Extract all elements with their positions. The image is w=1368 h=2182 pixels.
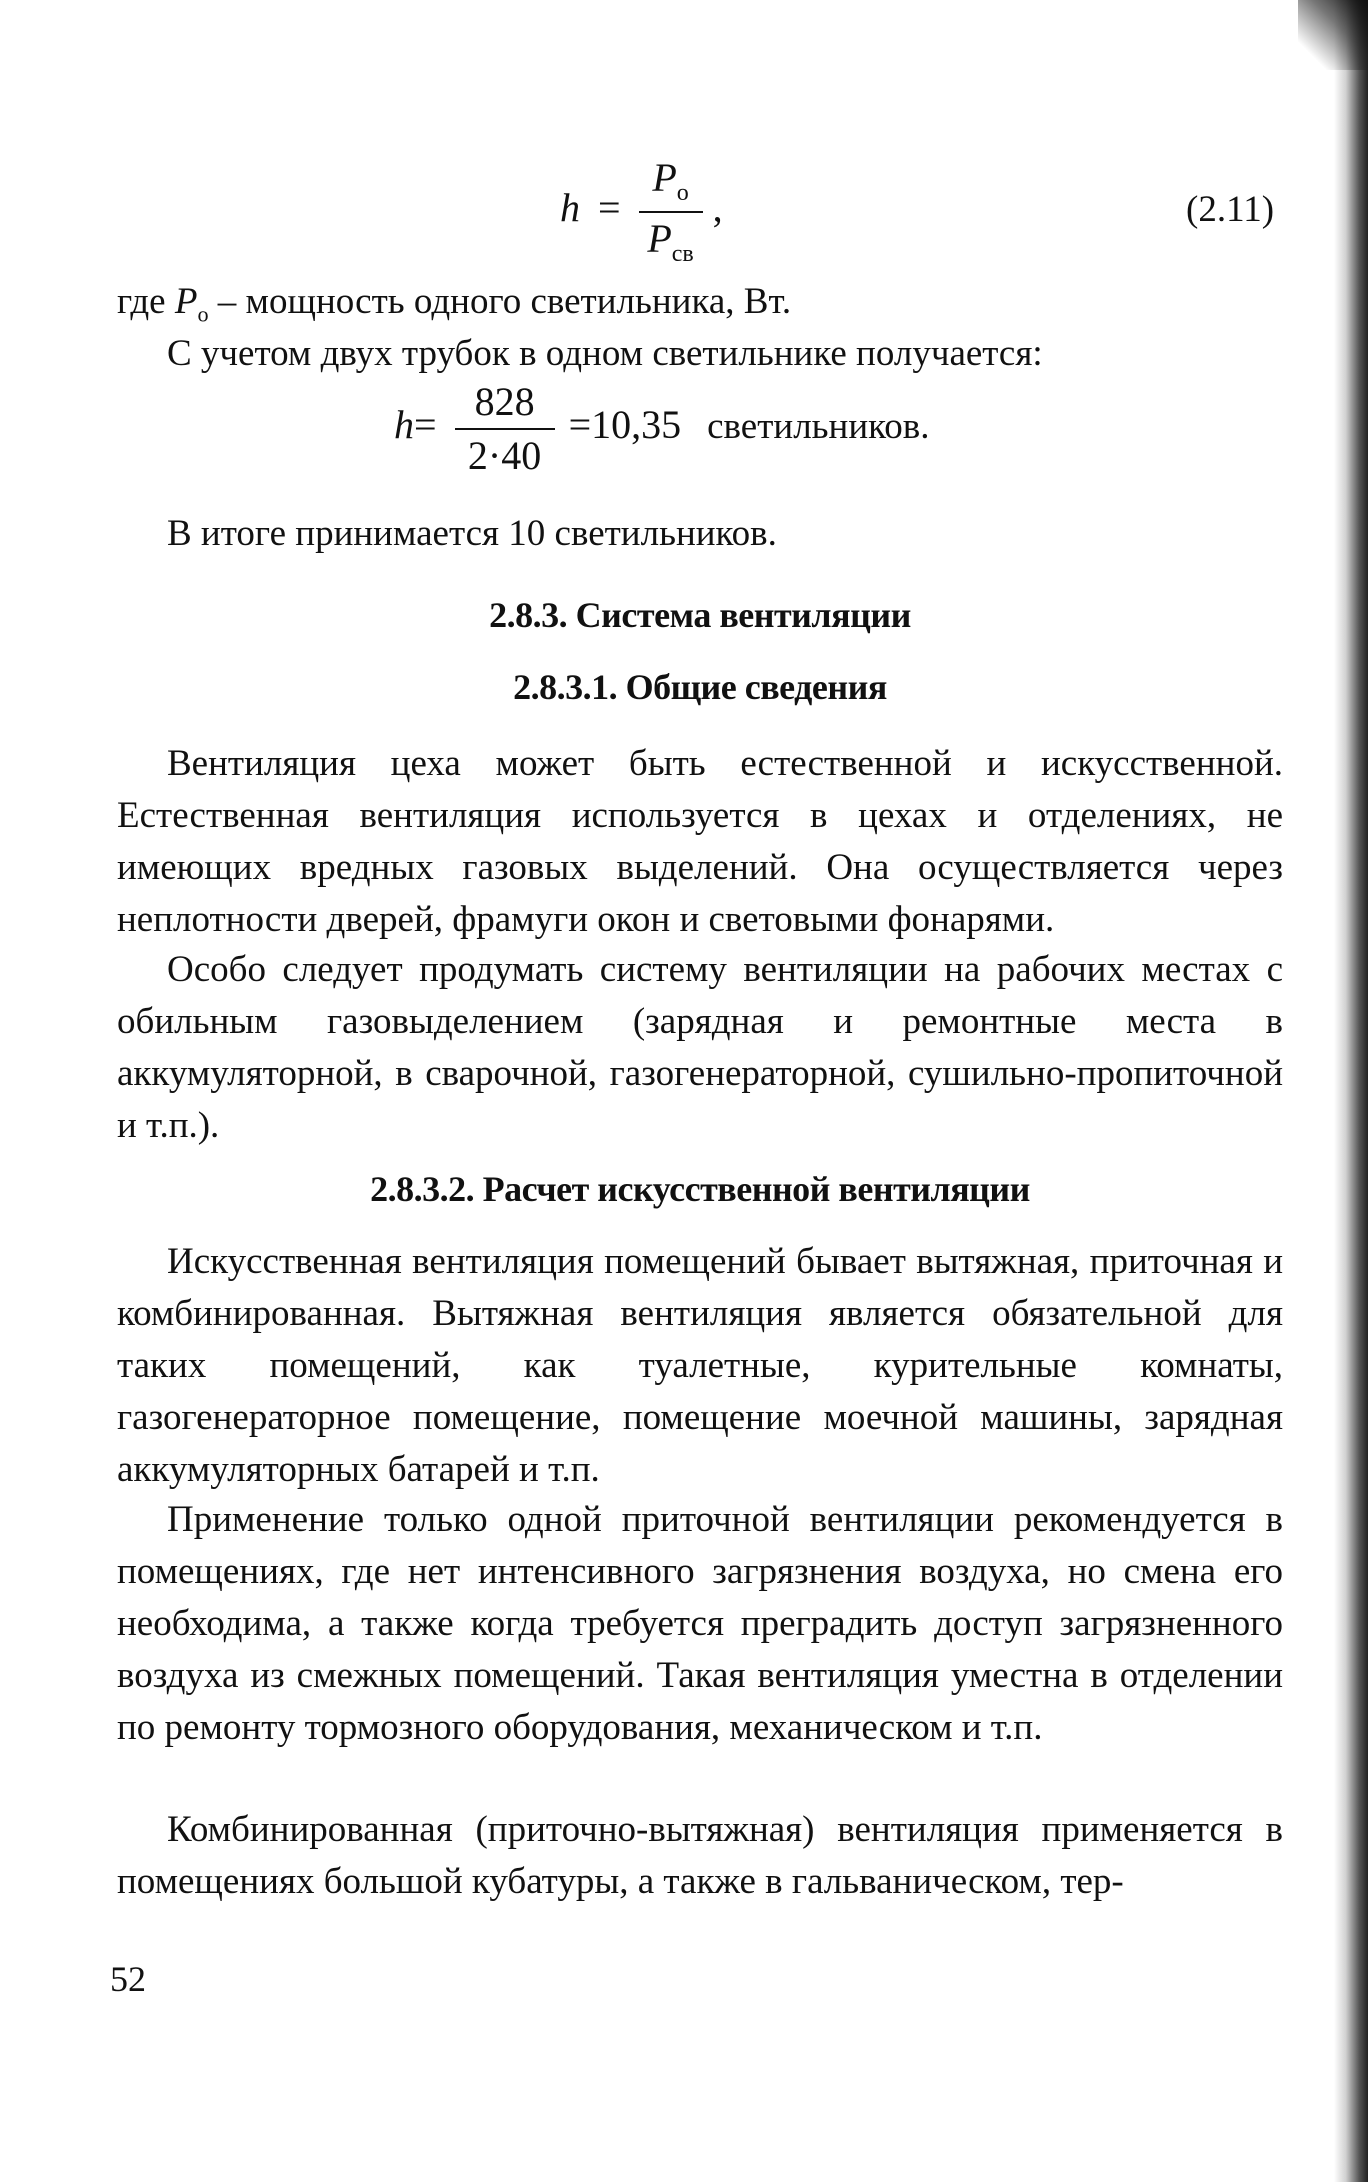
paragraph-combined-ventilation: Комбинированная (приточно-вытяжная) вентиляция применяется в помещениях большой кубатуры, а также в гальваническом, тер- xyxy=(117,1809,1283,1902)
denominator-sub: св xyxy=(671,241,694,267)
formula2-fraction xyxy=(455,379,555,478)
formula-numerator xyxy=(652,155,689,206)
where-var-sub: о xyxy=(197,301,209,327)
formula2-eq: = xyxy=(414,402,437,448)
formula2-lhs: h xyxy=(394,402,414,448)
result-line: В итоге принимается 10 светильников. xyxy=(167,513,777,554)
formula2-denominator: 2·40 xyxy=(467,433,542,478)
numerator-sub: о xyxy=(676,180,689,206)
intro-line: С учетом двух трубок в одном светильнике получается: xyxy=(167,333,1043,374)
where-prefix: где xyxy=(117,281,175,322)
page-number: 52 xyxy=(110,1959,146,1999)
section-heading: 2.8.3. Система вентиляции xyxy=(489,595,911,635)
subsection-heading-artificial: 2.8.3.2. Расчет искусственной вентиляции xyxy=(370,1169,1030,1209)
formula2-fraction-bar xyxy=(455,428,555,430)
denominator-letter: P xyxy=(647,216,672,261)
formula-comma: , xyxy=(712,185,723,231)
fraction-bar xyxy=(639,211,703,213)
formula-lhs: h xyxy=(560,185,580,231)
numerator-letter: P xyxy=(652,155,677,200)
formula-denominator xyxy=(647,216,694,267)
scan-edge-shadow xyxy=(1334,0,1368,2182)
formula-fraction xyxy=(639,155,703,267)
scan-corner-shadow xyxy=(1298,0,1368,70)
paragraph-supply-ventilation: Применение только одной приточной вентиляции рекомендуется в помещениях, где нет интенсивного загрязнения воздуха, но смена его необходима, а также когда требуется преградить доступ загрязненного воздуха из смежных помещений. Такая вентиляция уместна в отделении по ремонту тормозного оборудования, механическом и т.п. xyxy=(117,1499,1283,1748)
formula2-unit: светильников. xyxy=(707,406,930,448)
formula2-result: =10,35 xyxy=(568,402,682,448)
subsection-heading-general: 2.8.3.1. Общие сведения xyxy=(513,667,887,707)
formula-2-11 xyxy=(560,155,723,267)
paragraph-gas-workplaces: Особо следует продумать систему вентиляции на рабочих местах с обильным газовыделением (зарядная и ремонтные места в аккумуляторной, в сварочной, газогенераторной, сушильно-пропиточной и т.п.). xyxy=(117,949,1283,1146)
formula-eq: = xyxy=(598,185,621,231)
formula2-numerator: 828 xyxy=(474,379,535,424)
where-text: – мощность одного светильника, Вт. xyxy=(208,281,792,322)
formula-number: (2.11) xyxy=(1186,189,1275,230)
where-var: P xyxy=(174,281,198,322)
paragraph-artificial-types: Искусственная вентиляция помещений бывает вытяжная, приточная и комбинированная. Вытяжная вентиляция является обязательной для таких помещений, как туалетные, курительные комнаты, газогенераторное помещение, помещение моечной машины, зарядная аккумуляторных батарей и т.п. xyxy=(117,1241,1283,1490)
paragraph-natural-ventilation: Вентиляция цеха может быть естественной и искусственной. Естественная вентиляция используется в цехах и отделениях, не имеющих вредных газовых выделений. Она осуществляется через неплотности дверей, фрамуги окон и световыми фонарями. xyxy=(117,743,1283,940)
formula-lamps xyxy=(394,379,930,478)
